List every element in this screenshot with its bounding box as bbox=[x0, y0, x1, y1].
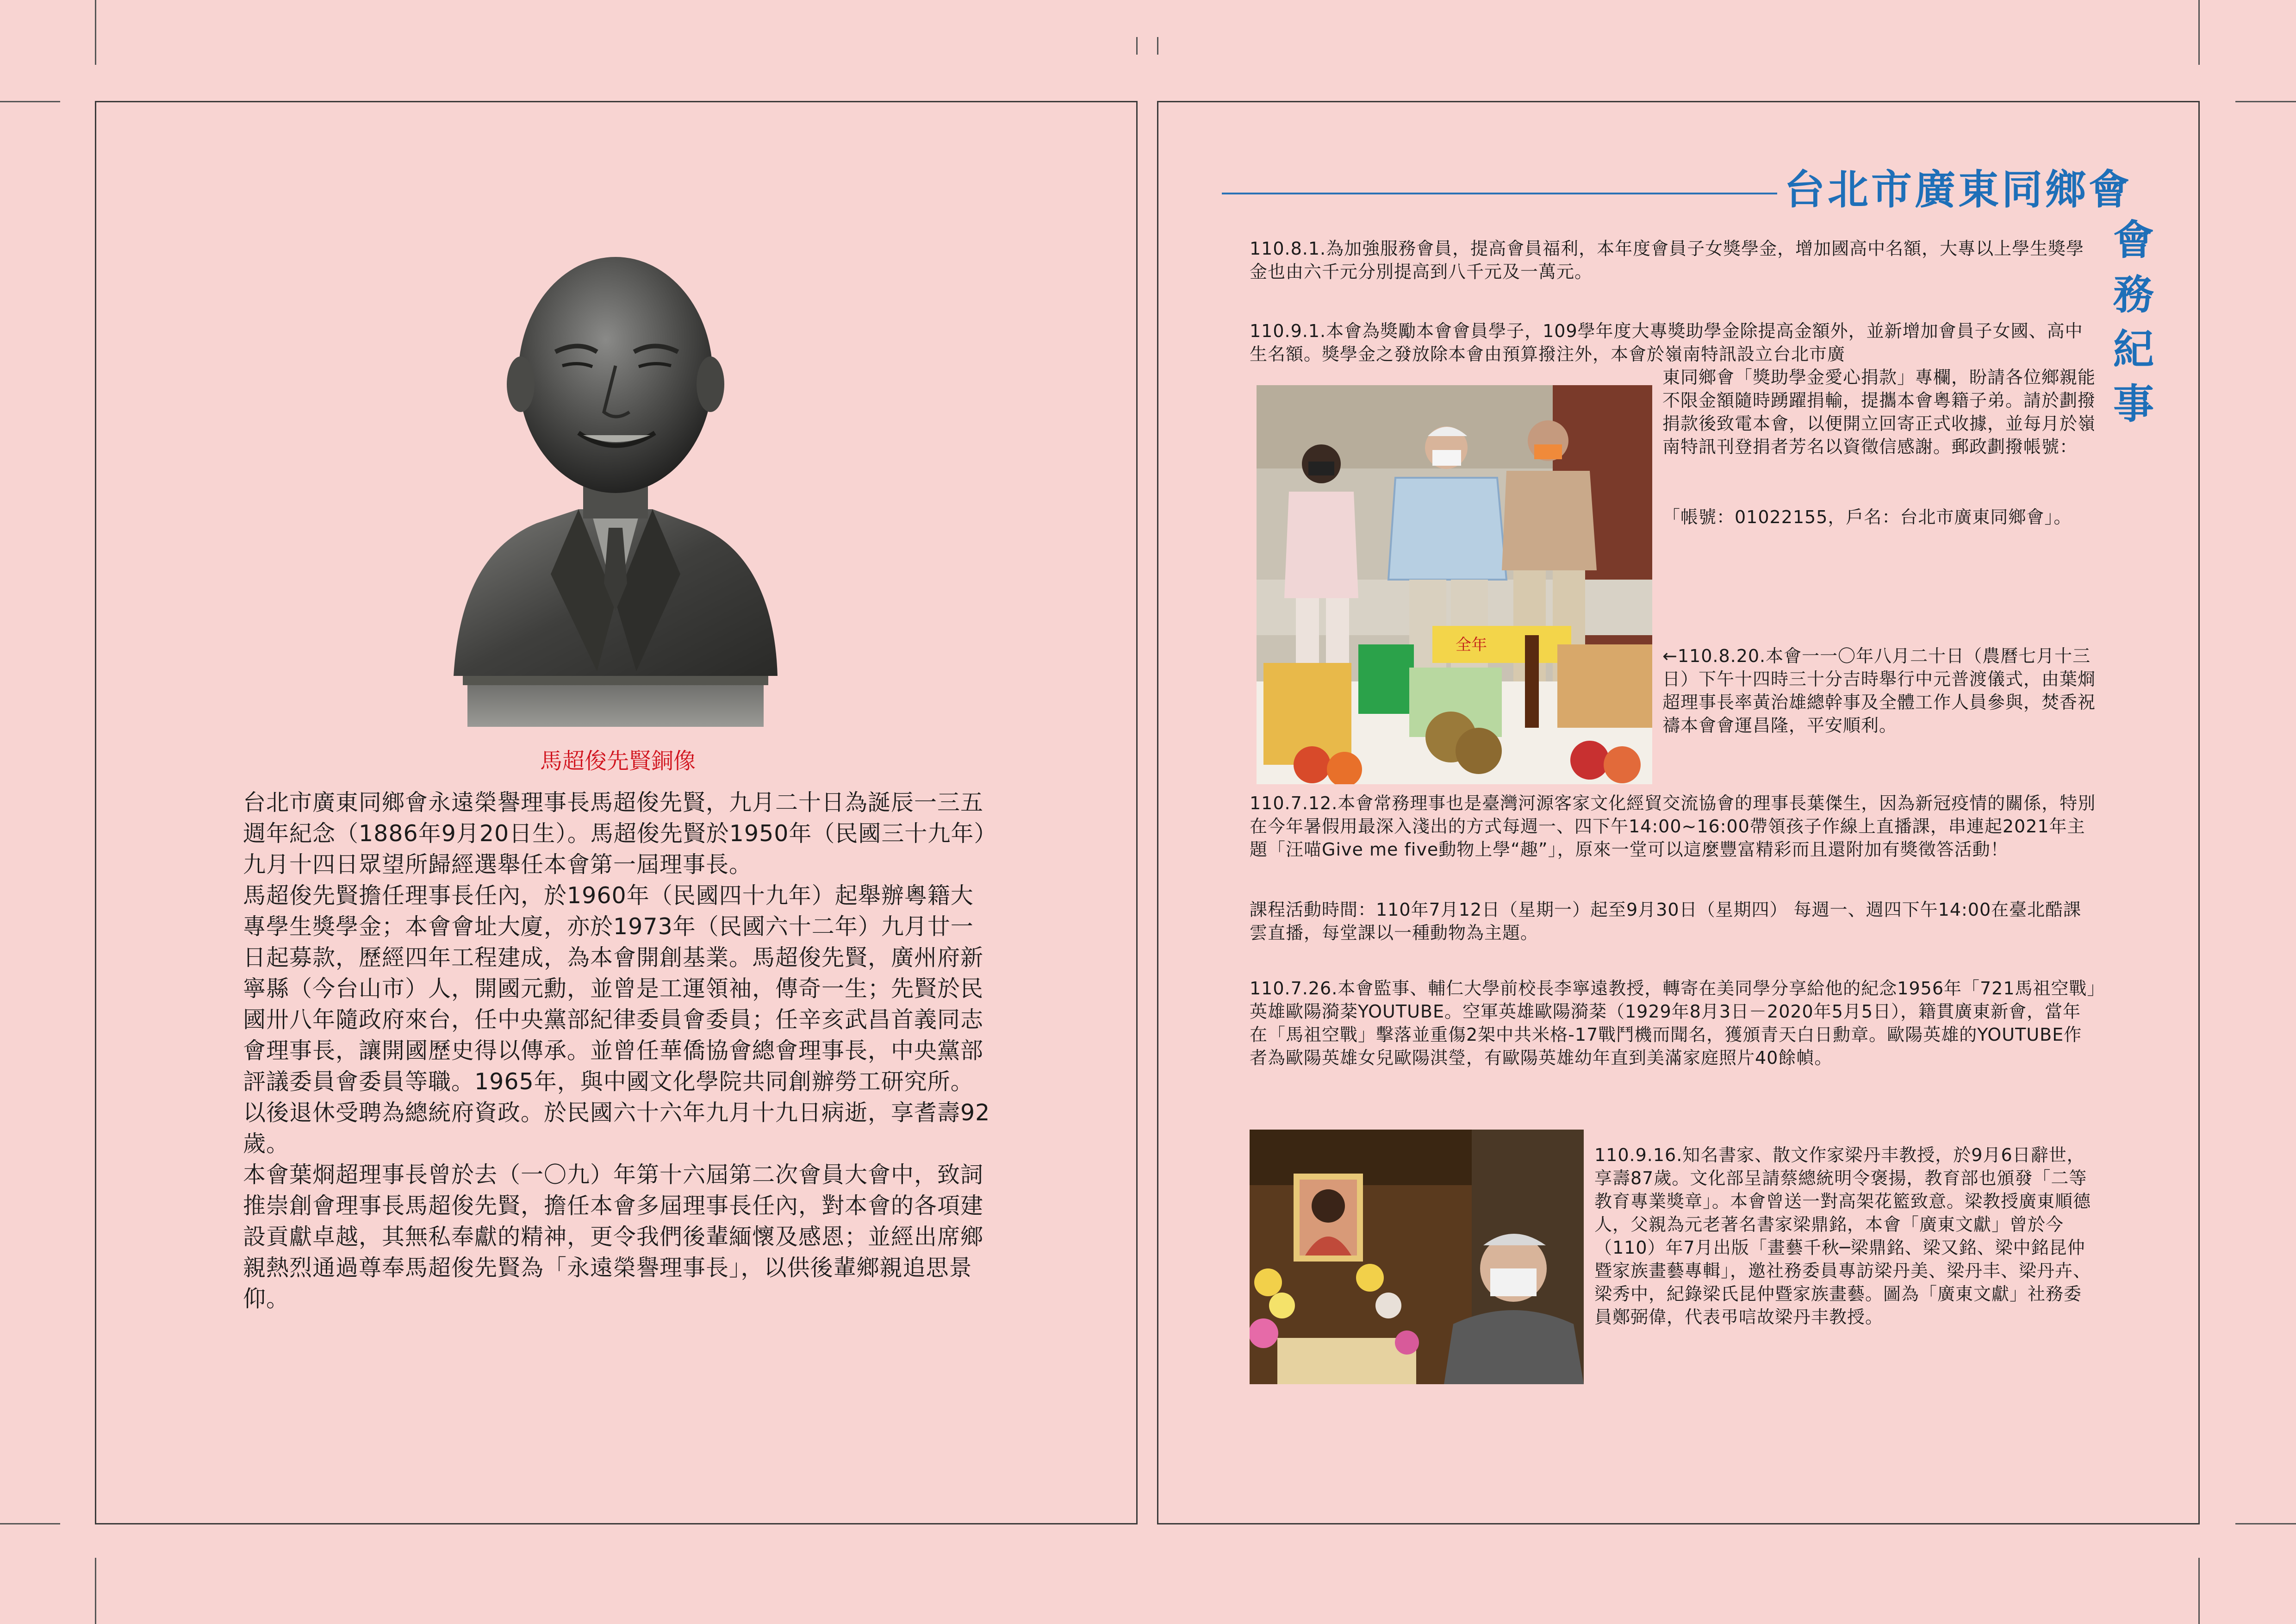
bust-caption: 馬超俊先賢銅像 bbox=[540, 748, 696, 774]
section-title-vertical: 會務紀事 bbox=[2113, 216, 2154, 428]
article-paragraph: 台北市廣東同鄉會永遠榮譽理事長馬超俊先賢，九月二十日為誕辰一三五週年紀念（1886年9月20日生）。馬超俊先賢於1950年（民國三十九年）九月十四日眾望所歸經選舉任本會第一屆理事長。 bbox=[243, 789, 986, 878]
title-rule bbox=[1222, 193, 1777, 194]
crop-mark bbox=[2235, 1523, 2296, 1524]
spine-mark bbox=[1136, 37, 1138, 55]
news-entry-0801: 110.8.1.為加強服務會員，提高會員福利，本年度會員子女獎學金，增加國高中名額，大專以上學生獎學金也由六千元分別提高到八千元及一萬元。 bbox=[1250, 238, 2084, 282]
postal-account: 「帳號：01022155，戶名：台北市廣東同鄉會」。 bbox=[1662, 507, 2072, 527]
news-entry-0726: 110.7.26.本會監事、輔仁大學前校長李寧遠教授，轉寄在美同學分享給他的紀念1956年「721馬祖空戰」英雄歐陽漪棻YOUTUBE。空軍英雄歐陽漪棻（1929年8月3日－2020年5月5日），籍貫廣東新會，當年在「馬祖空戰」擊落並重傷2架中共米格-17戰鬥機而聞名，獲頒青天白日勳章。歐陽英雄的YOUTUBE作者為歐陽英雄女兒歐陽淇瑩，有歐陽英雄幼年直到美滿家庭照片40餘幀。 bbox=[1250, 978, 2097, 1068]
left-article bbox=[243, 787, 993, 1314]
news-entry-0901: 110.9.1.本會為獎勵本會會員學子，109學年度大專獎助學金除提高金額外，並新增加會員子女國、高中生名額。獎學金之發放除本會由預算撥注外，本會於嶺南特訊設立台北市廣 bbox=[1250, 321, 2083, 364]
news-entry-0712: 110.7.12.本會常務理事也是臺灣河源客家文化經貿交流協會的理事長葉傑生，因為新冠疫情的關係，特別在今年暑假用最深入淺出的方式每週一、四下午14:00~16:00帶領孩子作線上直播課，串連起2021年主題「汪喵Give me five動物上學“趣”」，原來一堂可以這麼豐富精彩而且還附加有獎徵答活動！ bbox=[1250, 793, 2096, 860]
memorial-photo bbox=[1250, 1130, 1584, 1384]
news-entry-0820: ←110.8.20.本會一一〇年八月二十日（農曆七月十三日）下午十四時三十分吉時舉行中元普渡儀式，由葉烱超理事長率黃治雄總幹事及全體工作人員參與，焚香祝禱本會會運昌隆，平安順利。 bbox=[1662, 646, 2096, 736]
crop-mark bbox=[95, 0, 96, 65]
news-entry-0901-cont: 東同鄉會「獎助學金愛心捐款」專欄，盼請各位鄉親能不限金額隨時踴躍捐輸，提攜本會粵籍子弟。請於劃撥捐款後致電本會，以便開立回寄正式收據，並每月於嶺南特訊刊登捐者芳名以資徵信感謝。郵政劃撥帳號： bbox=[1662, 367, 2096, 457]
crop-mark bbox=[95, 1558, 96, 1624]
article-paragraph: 本會葉烱超理事長曾於去（一〇九）年第十六屆第二次會員大會中，致詞推崇創會理事長馬超俊先賢，擔任本會多屆理事長任內，對本會的各項建設貢獻卓越，其無私奉獻的精神，更令我們後輩緬懷及感恩；並經出席鄉親熱烈通過尊奉馬超俊先賢為「永遠榮譽理事長」，以供後輩鄉親追思景仰。 bbox=[243, 1162, 984, 1312]
gift-box-label: 全年 bbox=[1456, 636, 1487, 654]
ceremony-photo bbox=[1257, 385, 1652, 784]
news-entry-0916: 110.9.16.知名書家、散文作家梁丹丰教授，於9月6日辭世，享壽87歲。文化部呈請蔡總統明令褒揚，教育部也頒發「二等教育專業獎章」。本會曾送一對高架花籃致意。梁教授廣東順德人，父親為元老著名書家梁鼎銘，本會「廣東文獻」曾於今（110）年7月出版「畫藝千秋─梁鼎銘、梁又銘、梁中銘昆仲暨家族畫藝專輯」，邀社務委員專訪梁丹美、梁丹丰、梁丹卉、梁秀中，紀錄梁氏昆仲暨家族畫藝。圖為「廣東文獻」社務委員鄭弼偉，代表弔唁故梁丹丰教授。 bbox=[1594, 1145, 2091, 1327]
crop-mark bbox=[2235, 101, 2296, 102]
crop-mark bbox=[2198, 0, 2200, 65]
crop-mark bbox=[0, 101, 60, 102]
bronze-bust-photo bbox=[444, 250, 787, 731]
page-title: 台北市廣東同鄉會 bbox=[1784, 166, 2133, 213]
crop-mark bbox=[2198, 1558, 2200, 1624]
crop-mark bbox=[0, 1523, 60, 1524]
article-paragraph: 馬超俊先賢擔任理事長任內，於1960年（民國四十九年）起舉辦粵籍大專學生獎學金；本會會址大廈，亦於1973年（民國六十二年）九月廿一日起募款，歷經四年工程建成，為本會開創基業。馬超俊先賢，廣州府新寧縣（今台山市）人，開國元勳，並曾是工運領袖，傳奇一生；先賢於民國卅八年隨政府來台，任中央黨部紀律委員會委員；任辛亥武昌首義同志會理事長，讓開國歷史得以傳承。並曾任華僑協會總會理事長，中央黨部評議委員會委員等職。1965年，與中國文化學院共同創辦勞工研究所。以後退休受聘為總統府資政。於民國六十六年九月十九日病逝，享耆壽92歲。 bbox=[243, 882, 990, 1157]
news-entry-0712-schedule: 課程活動時間：110年7月12日（星期一）起至9月30日（星期四） 每週一、週四下午14:00在臺北酷課雲直播，每堂課以一種動物為主題。 bbox=[1250, 899, 2082, 943]
spine-mark bbox=[1157, 37, 1158, 55]
